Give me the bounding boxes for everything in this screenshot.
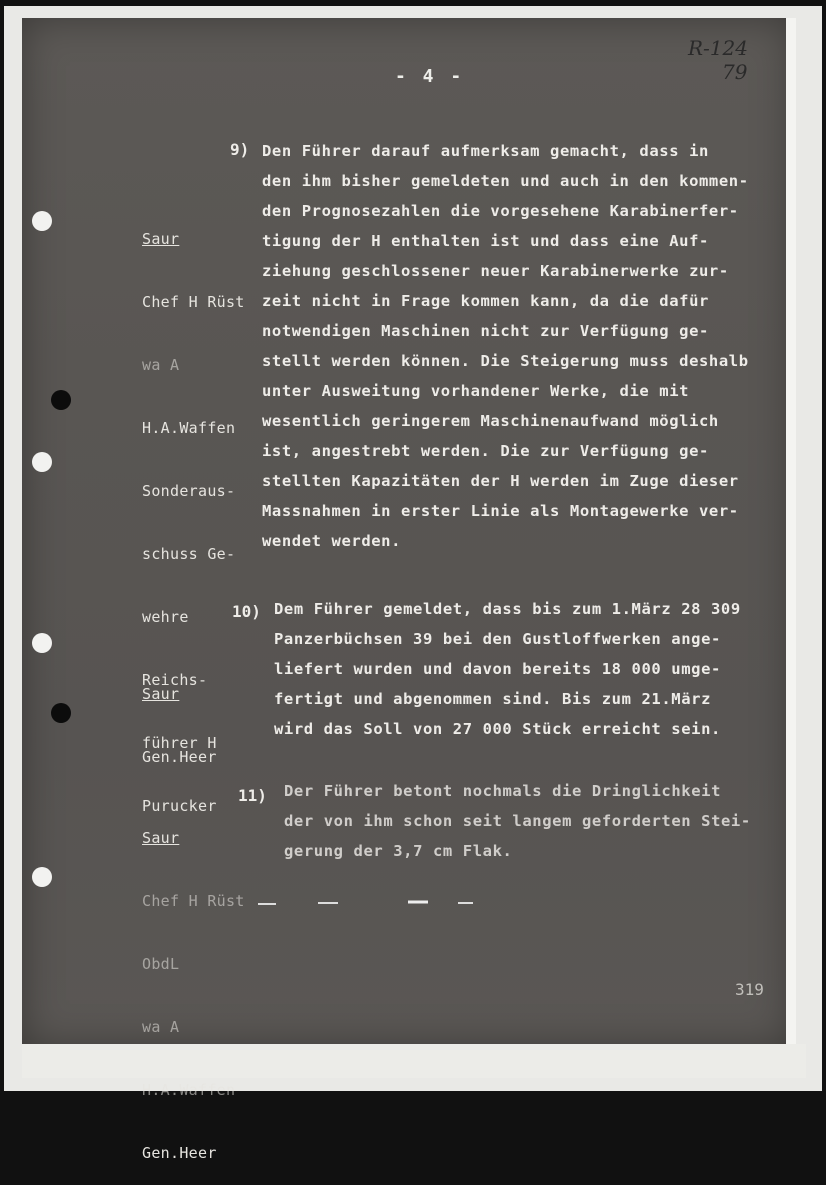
section-number: 9): [230, 140, 250, 159]
margin-entry: Saur: [142, 230, 180, 248]
page-count-mark: 319: [735, 980, 764, 999]
text-line: Panzerbüchsen 39 bei den Gustloffwerken ange-: [274, 630, 721, 648]
margin-entry: Gen.Heer: [142, 1144, 217, 1162]
margin-entry: H.A.Waffen: [142, 419, 236, 437]
text-line: wendet werden.: [262, 532, 402, 550]
text-line: ist, angestrebt werden. Die zur Verfügung ge-: [262, 442, 709, 460]
text-line: liefert wurden und davon bereits 18 000 umge-: [274, 660, 721, 678]
punch-hole: [32, 867, 52, 887]
margin-entry: wa A: [142, 356, 180, 374]
punch-hole: [51, 703, 71, 723]
margin-entry: Chef H Rüst: [142, 293, 245, 311]
text-line: gerung der 3,7 cm Flak.: [284, 842, 513, 860]
margin-entry: führer H: [142, 734, 217, 752]
archive-stamp-page: 79: [722, 60, 748, 84]
text-line: Massnahmen in erster Linie als Montagewerke ver-: [262, 502, 739, 520]
section-body: [284, 776, 751, 866]
page-bottom-edge: [22, 1044, 806, 1078]
text-line: Den Führer darauf aufmerksam gemacht, dass in: [262, 142, 709, 160]
section-body: [262, 136, 749, 556]
text-line: zeit nicht in Frage kommen kann, da die dafür: [262, 292, 709, 310]
margin-entry: Saur: [142, 685, 180, 703]
punch-hole: [32, 633, 52, 653]
margin-entry: Chef H Rüst: [142, 892, 245, 910]
margin-entry: Saur: [142, 829, 180, 847]
margin-entry: Purucker: [142, 797, 217, 815]
punch-hole: [51, 390, 71, 410]
punch-hole: [32, 211, 52, 231]
section-number: 11): [238, 786, 267, 805]
text-line: den Prognosezahlen die vorgesehene Karabinerfer-: [262, 202, 739, 220]
text-line: stellten Kapazitäten der H werden im Zuge dieser: [262, 472, 739, 490]
text-line: den ihm bisher gemeldeten und auch in den kommen-: [262, 172, 749, 190]
text-line: Dem Führer gemeldet, dass bis zum 1.März 28 309: [274, 600, 741, 618]
text-line: notwendigen Maschinen nicht zur Verfügung ge-: [262, 322, 709, 340]
punch-hole: [32, 452, 52, 472]
margin-entry: H.A.Waffen: [142, 1081, 236, 1099]
page-edge: [786, 18, 796, 1048]
margin-entry: Reichs-: [142, 671, 208, 689]
text-line: wird das Soll von 27 000 Stück erreicht sein.: [274, 720, 721, 738]
text-line: wesentlich geringerem Maschinenaufwand möglich: [262, 412, 719, 430]
section-body: [274, 594, 741, 744]
section-number: 10): [232, 602, 261, 621]
archive-stamp-id: R-124: [688, 36, 748, 60]
text-line: Der Führer betont nochmals die Dringlichkeit: [284, 782, 721, 800]
page-number: - 4 -: [395, 66, 465, 87]
margin-entry: wehre: [142, 608, 189, 626]
distribution-list: [142, 786, 245, 1185]
margin-entry: Sonderaus-: [142, 482, 236, 500]
text-line: ziehung geschlossener neuer Karabinerwerke zur-: [262, 262, 729, 280]
margin-entry: schuss Ge-: [142, 545, 236, 563]
text-line: unter Ausweitung vorhandener Werke, die mit: [262, 382, 690, 400]
margin-entry: Gen.Heer: [142, 748, 217, 766]
distribution-list: [142, 642, 217, 789]
margin-entry: ObdL: [142, 955, 180, 973]
text-line: fertigt und abgenommen sind. Bis zum 21.März: [274, 690, 711, 708]
text-line: tigung der H enthalten ist und dass eine Auf-: [262, 232, 709, 250]
text-line: stellt werden können. Die Steigerung muss deshalb: [262, 352, 749, 370]
margin-entry: wa A: [142, 1018, 180, 1036]
separator-marks: [258, 900, 478, 906]
text-line: der von ihm schon seit langem geforderten Stei-: [284, 812, 751, 830]
